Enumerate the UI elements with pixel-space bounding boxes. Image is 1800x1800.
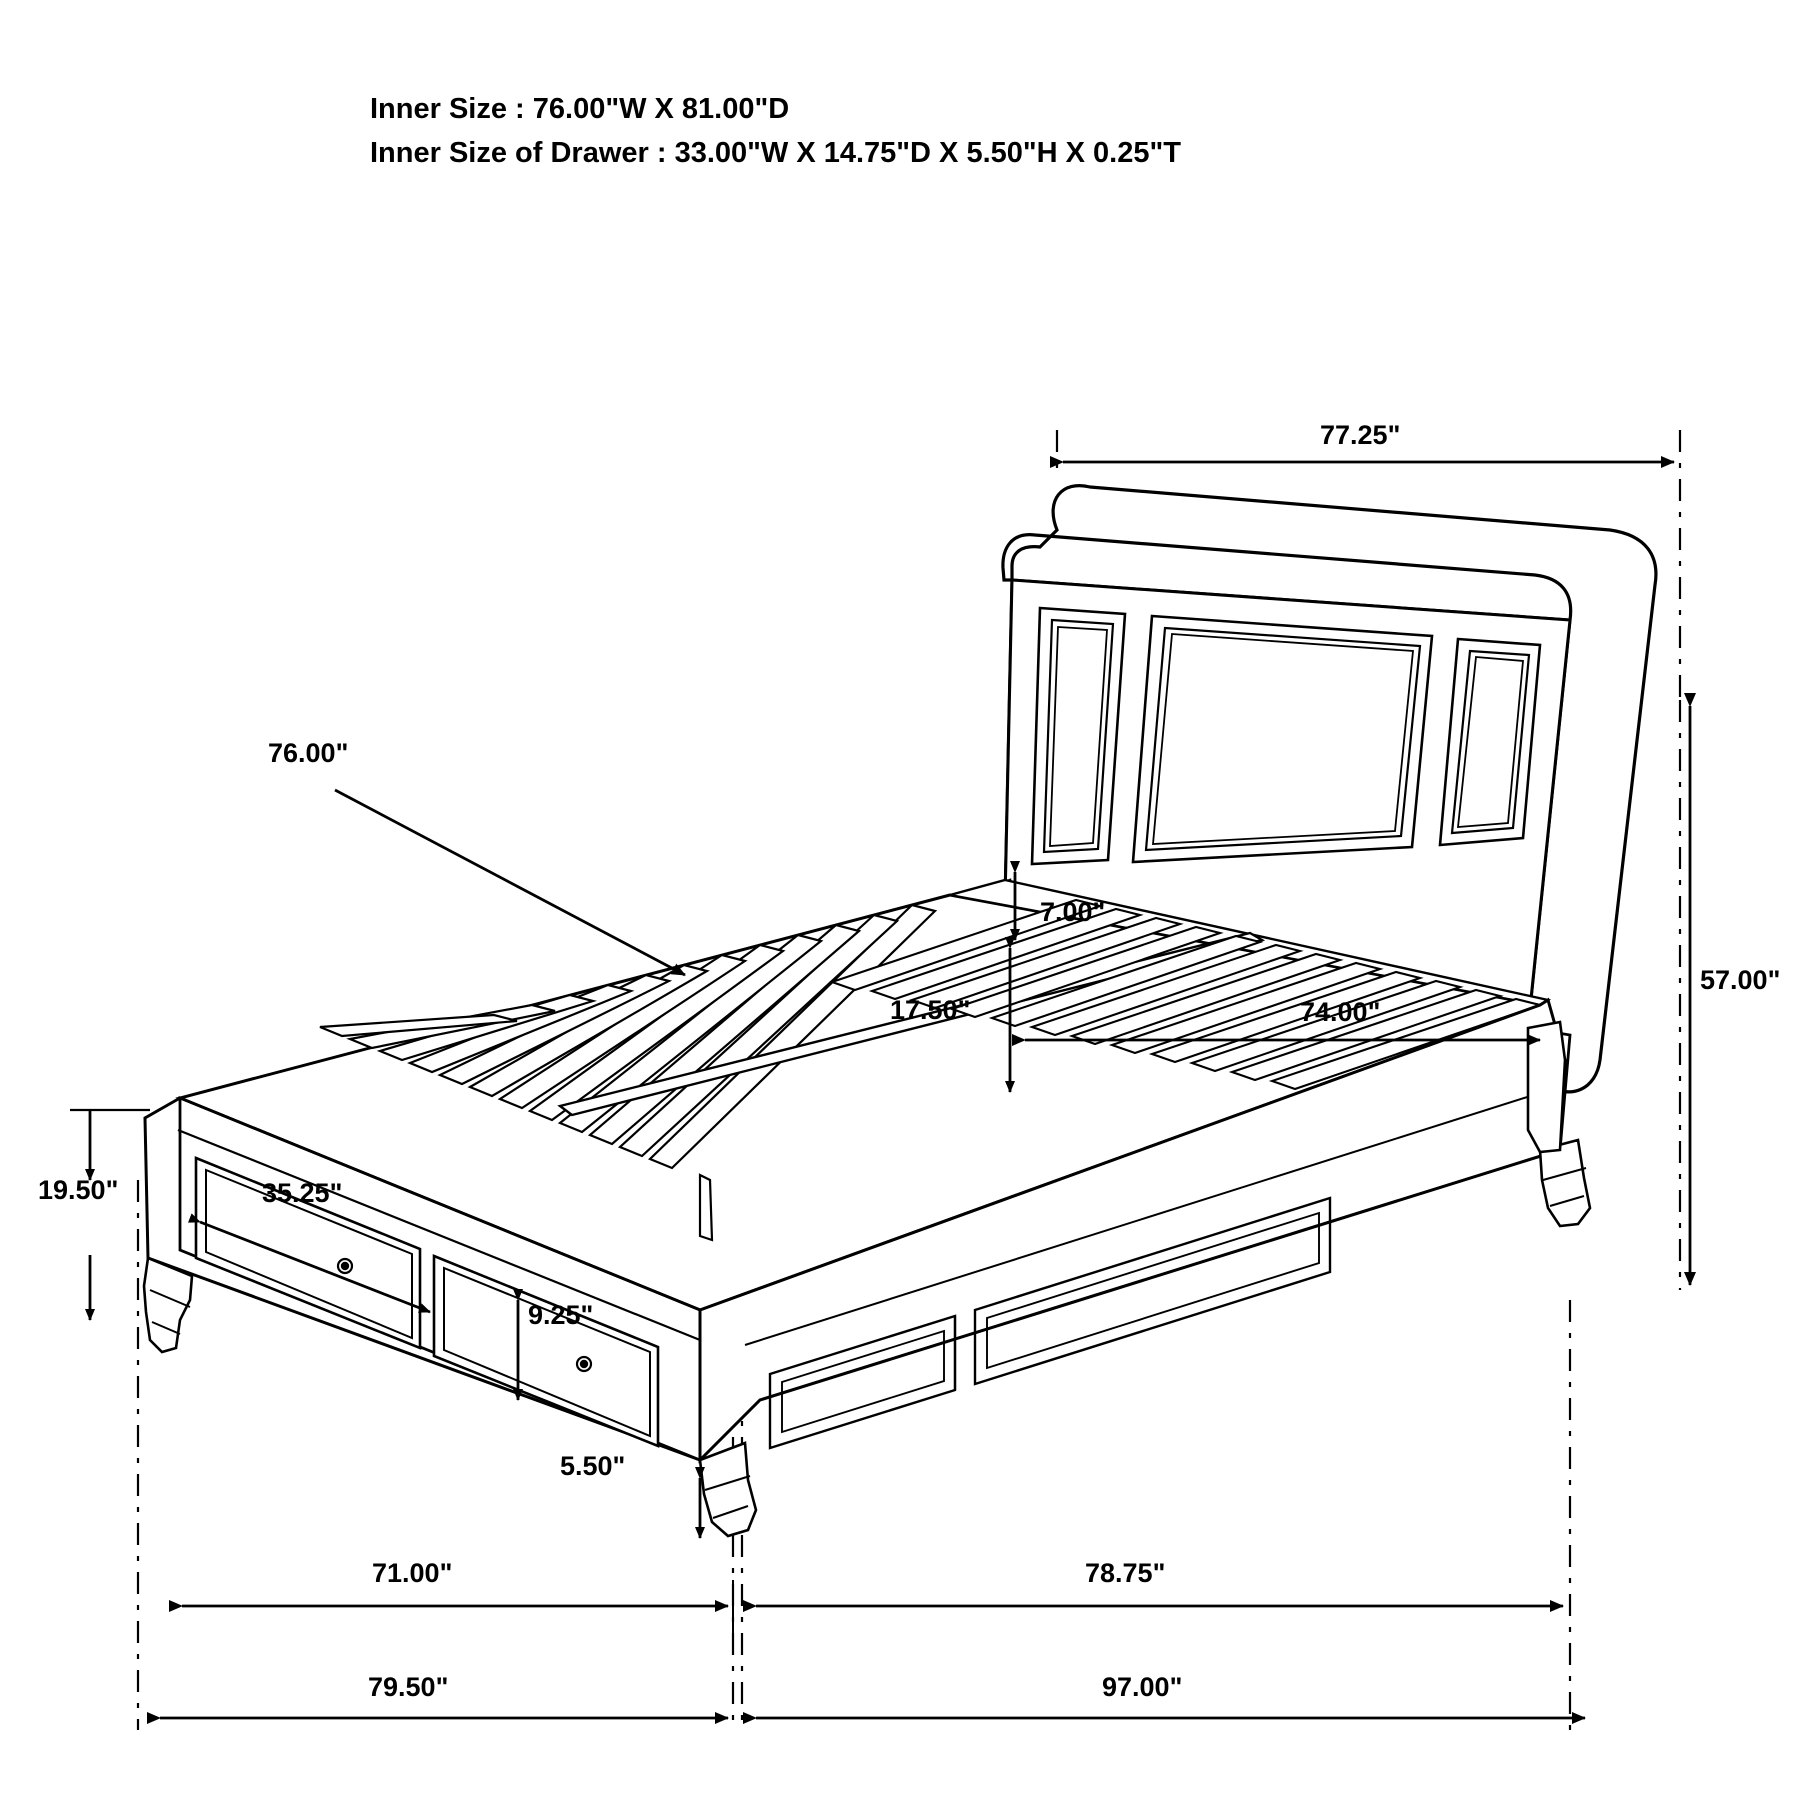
dim-deck-height: 17.50" xyxy=(890,995,971,1025)
dim-footboard-height: 19.50" xyxy=(38,1175,119,1205)
dim-overall-width: 79.50" xyxy=(368,1672,449,1702)
dim-leg-height: 5.50" xyxy=(560,1451,626,1481)
dim-headboard-panel-drop: 7.00" xyxy=(1040,897,1106,927)
dim-overall-length: 97.00" xyxy=(1102,1672,1183,1702)
dim-headboard-inner-width: 74.00" xyxy=(1300,997,1381,1027)
dim-headboard-height: 57.00" xyxy=(1700,965,1781,995)
dim-mattress-width: 76.00" xyxy=(268,738,349,768)
dim-drawer-width: 35.25" xyxy=(262,1178,343,1208)
dim-footboard-width: 71.00" xyxy=(372,1558,453,1588)
inner-drawer-size-line: Inner Size of Drawer : 33.00"W X 14.75"D X 5.50"H X 0.25"T xyxy=(370,136,1181,169)
inner-size-line: Inner Size : 76.00"W X 81.00"D xyxy=(370,93,790,125)
dim-side-rail-length: 78.75" xyxy=(1085,1558,1166,1588)
dim-headboard-width: 77.25" xyxy=(1320,420,1401,450)
dim-drawer-height: 9.25" xyxy=(528,1300,594,1330)
